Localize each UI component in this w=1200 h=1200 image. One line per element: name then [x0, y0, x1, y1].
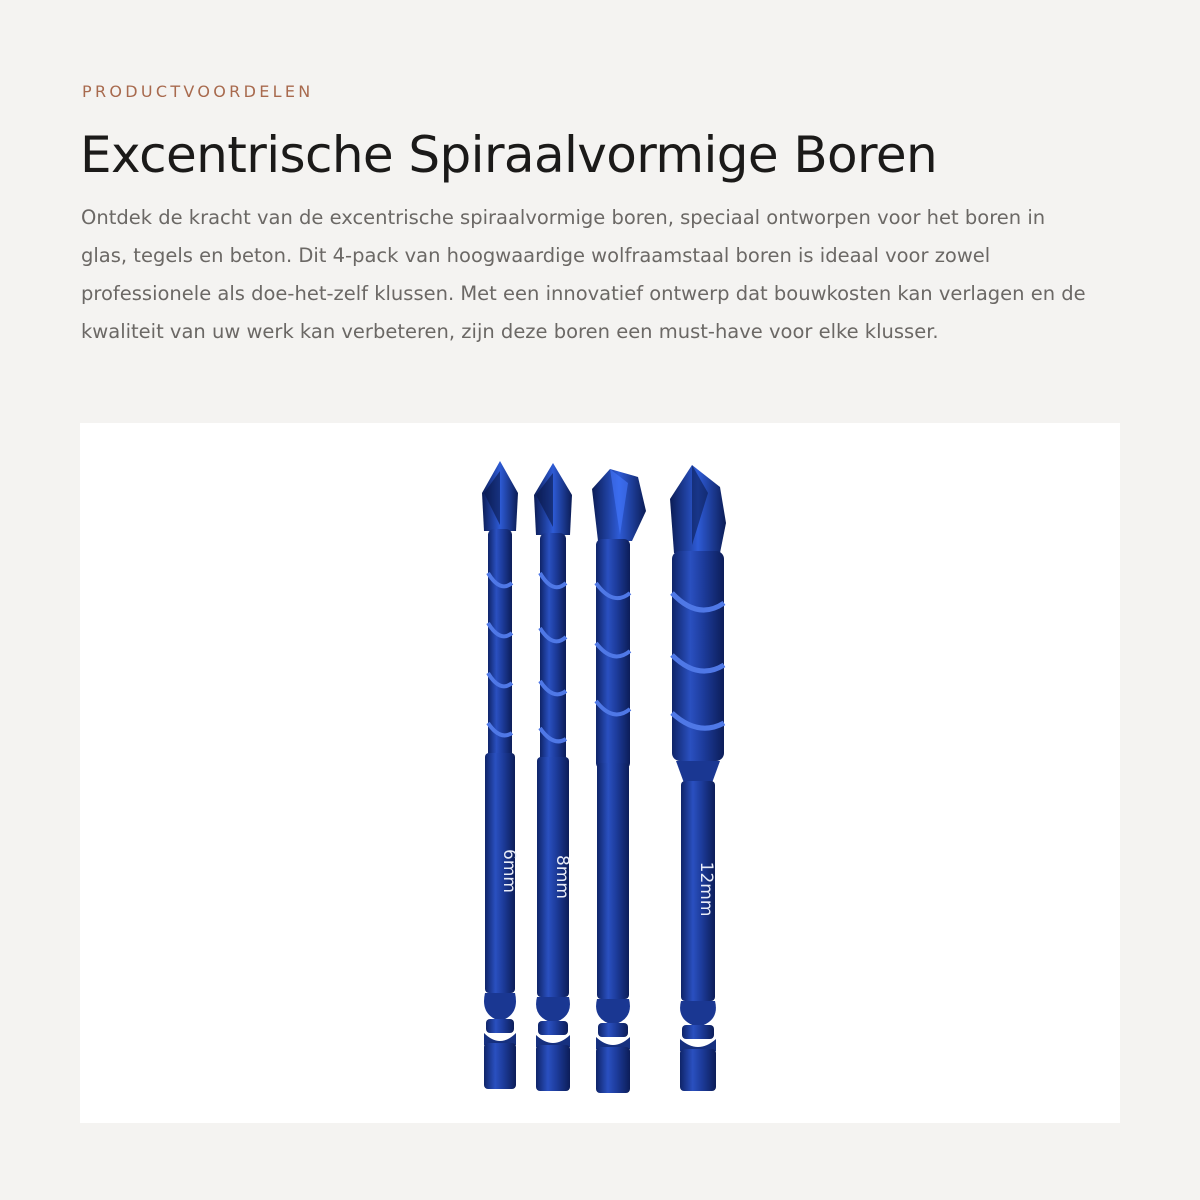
- section-eyebrow: PRODUCTVOORDELEN: [82, 82, 314, 101]
- drill-bits-illustration: [80, 423, 1120, 1123]
- drill-bit-8mm: [534, 463, 572, 1091]
- drill-bit-10mm: [592, 469, 646, 1093]
- drill-bit-label: 8mm: [552, 855, 572, 899]
- section-description: Ontdek de kracht van de excentrische spiraalvormige boren, speciaal ontworpen voor het boren in glas, tegels en beton. Dit 4-pack van hoogwaardige wolfraamstaal boren is ideaal voor zowel professionele als doe-het-zelf klussen. Met een innovatief ontwerp dat bouwkosten kan verlagen en de kwaliteit van uw werk kan verbeteren, zijn deze boren een must-have voor elke klusser.: [81, 206, 1086, 343]
- drill-bit-6mm: [482, 461, 519, 1089]
- product-image: [80, 423, 1120, 1123]
- drill-bit-label: 6mm: [499, 849, 519, 893]
- drill-bit-12mm: [670, 465, 726, 1091]
- section-title: Excentrische Spiraalvormige Boren: [80, 126, 938, 184]
- drill-bit-label: 12mm: [696, 861, 716, 917]
